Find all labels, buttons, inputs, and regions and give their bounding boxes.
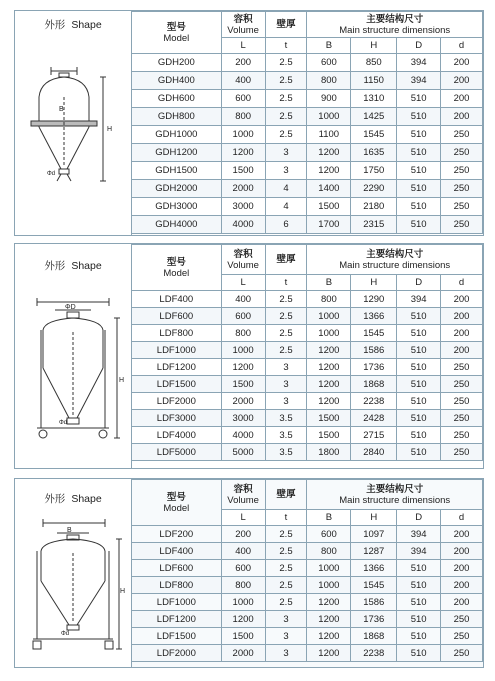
table-row: [132, 144, 483, 162]
cell-model: LDF200: [132, 526, 222, 543]
cell-dim-d-lower: 200: [441, 577, 483, 594]
table-row: [132, 611, 483, 628]
subheader-d-upper: D: [397, 510, 441, 526]
cell-dim-d-lower: 250: [441, 611, 483, 628]
shape-column: [15, 11, 132, 235]
cell-dim-b: 1700: [307, 216, 351, 234]
cell-dim-d-upper: 510: [397, 126, 441, 144]
cell-dim-d-upper: 510: [397, 560, 441, 577]
subheader-t: t: [265, 275, 307, 291]
table-row: [132, 560, 483, 577]
cell-volume: 1000: [221, 126, 265, 144]
table-row: [132, 645, 483, 662]
header-thickness: 壁厚: [265, 480, 307, 510]
cell-dim-b: 1400: [307, 180, 351, 198]
cell-thickness: 2.5: [265, 594, 307, 611]
subheader-l: L: [221, 38, 265, 54]
table-row: [132, 376, 483, 393]
gdh-diagram-svg: [21, 63, 125, 193]
cell-dim-d-upper: 510: [397, 108, 441, 126]
cell-dim-b: 1000: [307, 560, 351, 577]
cell-dim-b: 1000: [307, 108, 351, 126]
table-row: [132, 308, 483, 325]
cell-dim-b: 1200: [307, 162, 351, 180]
cell-volume: 1200: [221, 359, 265, 376]
cell-dim-d-upper: 510: [397, 393, 441, 410]
cell-dim-h: 1736: [351, 611, 397, 628]
dim-b-label: B: [59, 106, 64, 113]
cell-model: GDH200: [132, 54, 222, 72]
subheader-d-upper: D: [397, 275, 441, 291]
cell-volume: 5000: [221, 444, 265, 461]
cell-dim-d-upper: 510: [397, 90, 441, 108]
cell-thickness: 3: [265, 611, 307, 628]
cell-dim-d-lower: 250: [441, 359, 483, 376]
cell-dim-h: 2238: [351, 393, 397, 410]
cell-volume: 1000: [221, 342, 265, 359]
cell-volume: 400: [221, 72, 265, 90]
cell-model: LDF2000: [132, 393, 222, 410]
shape-label-en: Shape: [71, 493, 102, 505]
cell-dim-d-upper: 510: [397, 611, 441, 628]
header-thickness: 壁厚: [265, 12, 307, 38]
cell-thickness: 3.5: [265, 444, 307, 461]
cell-model: GDH600: [132, 90, 222, 108]
cell-dim-h: 2180: [351, 198, 397, 216]
table-row: [132, 54, 483, 72]
cell-dim-d-upper: 394: [397, 543, 441, 560]
cell-dim-d-lower: 200: [441, 526, 483, 543]
table-row: [132, 198, 483, 216]
cell-dim-d-lower: 200: [441, 594, 483, 611]
cell-model: LDF1200: [132, 359, 222, 376]
cell-dim-d-upper: 510: [397, 376, 441, 393]
cell-dim-h: 1545: [351, 325, 397, 342]
cell-dim-d-lower: 250: [441, 410, 483, 427]
shape-label-cn: 外形: [44, 260, 66, 272]
cell-model: LDF800: [132, 577, 222, 594]
cell-volume: 3000: [221, 198, 265, 216]
cell-volume: 200: [221, 526, 265, 543]
shape-column: [15, 244, 132, 468]
container-diagram-ldf: [21, 296, 125, 464]
cell-model: LDF3000: [132, 410, 222, 427]
header-dimensions: 主要结构尺寸 Main structure dimensions: [307, 480, 483, 510]
cell-dim-h: 1287: [351, 543, 397, 560]
cell-dim-b: 800: [307, 72, 351, 90]
cell-dim-d-lower: 200: [441, 72, 483, 90]
cell-dim-b: 1200: [307, 342, 351, 359]
cell-thickness: 3: [265, 376, 307, 393]
table-body: [132, 291, 483, 461]
subheader-d-lower: d: [441, 510, 483, 526]
cell-dim-b: 1800: [307, 444, 351, 461]
dim-h-label: H: [119, 377, 125, 384]
table-row: [132, 325, 483, 342]
cell-thickness: 2.5: [265, 54, 307, 72]
shape-label-en: Shape: [71, 19, 102, 31]
cell-model: LDF600: [132, 308, 222, 325]
cell-dim-h: 2840: [351, 444, 397, 461]
cell-volume: 200: [221, 54, 265, 72]
header-model: 型号 Model: [132, 245, 222, 291]
cell-dim-d-upper: 394: [397, 526, 441, 543]
cell-volume: 600: [221, 560, 265, 577]
table-row: [132, 393, 483, 410]
cell-dim-h: 1635: [351, 144, 397, 162]
cell-dim-h: 1366: [351, 308, 397, 325]
cell-dim-d-upper: 510: [397, 427, 441, 444]
cell-dim-d-lower: 200: [441, 90, 483, 108]
cell-model: LDF600: [132, 560, 222, 577]
cell-dim-d-lower: 200: [441, 308, 483, 325]
cell-volume: 1200: [221, 611, 265, 628]
cell-dim-d-upper: 394: [397, 72, 441, 90]
cell-volume: 400: [221, 543, 265, 560]
table-row: [132, 628, 483, 645]
cell-model: LDF400: [132, 543, 222, 560]
cell-dim-d-upper: 510: [397, 628, 441, 645]
cell-dim-h: 1586: [351, 342, 397, 359]
cell-dim-h: 1545: [351, 126, 397, 144]
table-row: [132, 359, 483, 376]
table-row: [132, 126, 483, 144]
cell-dim-h: 1310: [351, 90, 397, 108]
cell-model: GDH800: [132, 108, 222, 126]
cell-model: LDF1500: [132, 376, 222, 393]
cell-model: GDH1000: [132, 126, 222, 144]
cell-dim-d-upper: 394: [397, 291, 441, 308]
cell-dim-b: 1200: [307, 594, 351, 611]
table-row: [132, 543, 483, 560]
spec-panel-ldf-1: [14, 243, 484, 469]
cell-thickness: 2.5: [265, 72, 307, 90]
cell-thickness: 2.5: [265, 126, 307, 144]
cell-dim-d-upper: 510: [397, 444, 441, 461]
cell-thickness: 2.5: [265, 342, 307, 359]
container-diagram-ldf-2: [21, 517, 125, 663]
cell-dim-b: 1000: [307, 325, 351, 342]
table-row: [132, 427, 483, 444]
header-thickness: 壁厚: [265, 245, 307, 275]
cell-dim-d-lower: 250: [441, 427, 483, 444]
cell-dim-b: 1500: [307, 410, 351, 427]
table-row: [132, 526, 483, 543]
cell-thickness: 3.5: [265, 410, 307, 427]
cell-dim-b: 600: [307, 54, 351, 72]
cell-volume: 3000: [221, 410, 265, 427]
cell-dim-h: 2315: [351, 216, 397, 234]
table-body: [132, 54, 483, 234]
cell-model: LDF800: [132, 325, 222, 342]
cell-dim-d-lower: 250: [441, 393, 483, 410]
cell-dim-d-lower: 200: [441, 342, 483, 359]
cell-dim-b: 1000: [307, 577, 351, 594]
cell-dim-d-lower: 200: [441, 54, 483, 72]
cell-volume: 800: [221, 108, 265, 126]
dim-d-label: Φd: [61, 631, 70, 637]
cell-thickness: 3: [265, 645, 307, 662]
cell-volume: 1500: [221, 628, 265, 645]
table-row: [132, 342, 483, 359]
header-dimensions: 主要结构尺寸 Main structure dimensions: [307, 12, 483, 38]
cell-volume: 600: [221, 90, 265, 108]
cell-dim-h: 2715: [351, 427, 397, 444]
cell-dim-h: 1425: [351, 108, 397, 126]
cell-volume: 2000: [221, 393, 265, 410]
dim-h-label: H: [107, 126, 113, 133]
subheader-l: L: [221, 510, 265, 526]
cell-dim-b: 1200: [307, 359, 351, 376]
cell-dim-d-upper: 510: [397, 180, 441, 198]
shape-label: [15, 258, 131, 273]
cell-volume: 1500: [221, 376, 265, 393]
cell-model: LDF1200: [132, 611, 222, 628]
subheader-b: B: [307, 38, 351, 54]
cell-dim-d-upper: 510: [397, 325, 441, 342]
cell-dim-d-upper: 510: [397, 308, 441, 325]
cell-thickness: 2.5: [265, 526, 307, 543]
cell-dim-d-lower: 250: [441, 376, 483, 393]
cell-model: LDF2000: [132, 645, 222, 662]
table-body: [132, 526, 483, 662]
header-volume: 容积 Volume: [221, 12, 265, 38]
cell-model: LDF1000: [132, 342, 222, 359]
cell-dim-b: 1200: [307, 393, 351, 410]
cell-thickness: 2.5: [265, 543, 307, 560]
cell-volume: 2000: [221, 180, 265, 198]
cell-dim-b: 1200: [307, 144, 351, 162]
header-model: 型号 Model: [132, 12, 222, 54]
cell-dim-d-lower: 250: [441, 645, 483, 662]
subheader-l: L: [221, 275, 265, 291]
cell-dim-d-lower: 200: [441, 560, 483, 577]
dim-h-label: H: [120, 588, 125, 595]
cell-volume: 1200: [221, 144, 265, 162]
cell-dim-d-lower: 200: [441, 291, 483, 308]
table-row: [132, 291, 483, 308]
subheader-h: H: [351, 510, 397, 526]
cell-dim-d-lower: 250: [441, 628, 483, 645]
cell-dim-h: 2290: [351, 180, 397, 198]
cell-volume: 600: [221, 308, 265, 325]
dim-b-label: B: [67, 527, 72, 534]
cell-volume: 800: [221, 325, 265, 342]
container-diagram-gdh: [21, 63, 125, 193]
cell-dim-d-upper: 510: [397, 144, 441, 162]
cell-thickness: 3: [265, 393, 307, 410]
table-row: [132, 108, 483, 126]
cell-dim-h: 1290: [351, 291, 397, 308]
cell-dim-b: 1200: [307, 376, 351, 393]
cell-model: GDH3000: [132, 198, 222, 216]
cell-model: LDF1000: [132, 594, 222, 611]
ldf-diagram-svg: [21, 296, 125, 464]
dim-d-label: Φd: [59, 420, 68, 426]
ldf2-diagram-svg: [21, 517, 125, 663]
cell-dim-h: 1736: [351, 359, 397, 376]
cell-thickness: 6: [265, 216, 307, 234]
subheader-b: B: [307, 275, 351, 291]
table-row: [132, 577, 483, 594]
cell-dim-b: 1100: [307, 126, 351, 144]
cell-thickness: 2.5: [265, 560, 307, 577]
cell-volume: 1500: [221, 162, 265, 180]
cell-dim-b: 1500: [307, 198, 351, 216]
cell-dim-d-upper: 510: [397, 410, 441, 427]
cell-dim-h: 1750: [351, 162, 397, 180]
cell-dim-d-lower: 200: [441, 543, 483, 560]
shape-label-cn: 外形: [44, 19, 66, 31]
cell-dim-d-upper: 510: [397, 577, 441, 594]
cell-dim-b: 800: [307, 291, 351, 308]
shape-label-cn: 外形: [44, 493, 66, 505]
header-volume: 容积 Volume: [221, 480, 265, 510]
cell-dim-d-upper: 510: [397, 645, 441, 662]
subheader-b: B: [307, 510, 351, 526]
cell-dim-b: 1000: [307, 308, 351, 325]
cell-dim-b: 800: [307, 543, 351, 560]
spec-panel-gdh: [14, 10, 484, 236]
cell-dim-b: 1200: [307, 645, 351, 662]
cell-dim-h: 1366: [351, 560, 397, 577]
shape-label: [15, 491, 131, 506]
cell-model: LDF4000: [132, 427, 222, 444]
cell-dim-b: 1200: [307, 628, 351, 645]
spec-table-ldf-1: [131, 244, 483, 461]
cell-volume: 400: [221, 291, 265, 308]
table-row: [132, 72, 483, 90]
cell-model: GDH1200: [132, 144, 222, 162]
cell-dim-d-upper: 510: [397, 162, 441, 180]
cell-volume: 1000: [221, 594, 265, 611]
subheader-t: t: [265, 38, 307, 54]
cell-dim-d-upper: 510: [397, 342, 441, 359]
subheader-d-upper: D: [397, 38, 441, 54]
cell-model: GDH2000: [132, 180, 222, 198]
cell-dim-d-lower: 250: [441, 444, 483, 461]
table-row: [132, 162, 483, 180]
cell-dim-d-lower: 250: [441, 198, 483, 216]
cell-dim-d-lower: 250: [441, 126, 483, 144]
cell-dim-d-upper: 394: [397, 54, 441, 72]
cell-dim-d-lower: 250: [441, 180, 483, 198]
cell-dim-h: 2428: [351, 410, 397, 427]
cell-dim-b: 900: [307, 90, 351, 108]
cell-thickness: 2.5: [265, 325, 307, 342]
table-row: [132, 90, 483, 108]
cell-volume: 4000: [221, 427, 265, 444]
cell-thickness: 2.5: [265, 108, 307, 126]
cell-dim-h: 850: [351, 54, 397, 72]
cell-thickness: 2.5: [265, 577, 307, 594]
subheader-d-lower: d: [441, 275, 483, 291]
spec-table-ldf-2: [131, 479, 483, 662]
table-row: [132, 216, 483, 234]
cell-model: LDF400: [132, 291, 222, 308]
cell-dim-d-upper: 510: [397, 198, 441, 216]
cell-thickness: 3: [265, 359, 307, 376]
cell-dim-h: 1868: [351, 376, 397, 393]
cell-thickness: 4: [265, 180, 307, 198]
header-dimensions: 主要结构尺寸 Main structure dimensions: [307, 245, 483, 275]
dim-d-top-label: ΦD: [65, 304, 76, 311]
cell-dim-d-lower: 250: [441, 216, 483, 234]
cell-thickness: 2.5: [265, 308, 307, 325]
cell-dim-h: 2238: [351, 645, 397, 662]
subheader-d-lower: d: [441, 38, 483, 54]
cell-dim-d-lower: 250: [441, 144, 483, 162]
header-model: 型号 Model: [132, 480, 222, 526]
shape-column: [15, 479, 132, 667]
subheader-t: t: [265, 510, 307, 526]
cell-model: GDH1500: [132, 162, 222, 180]
cell-model: LDF1500: [132, 628, 222, 645]
dim-d-label: Φd: [47, 171, 56, 177]
cell-model: LDF5000: [132, 444, 222, 461]
cell-thickness: 4: [265, 198, 307, 216]
table-row: [132, 410, 483, 427]
cell-dim-d-upper: 510: [397, 216, 441, 234]
cell-dim-b: 1500: [307, 427, 351, 444]
cell-volume: 800: [221, 577, 265, 594]
cell-dim-h: 1097: [351, 526, 397, 543]
shape-label-en: Shape: [71, 260, 102, 272]
cell-model: GDH4000: [132, 216, 222, 234]
table-row: [132, 594, 483, 611]
cell-thickness: 3.5: [265, 427, 307, 444]
subheader-h: H: [351, 38, 397, 54]
subheader-h: H: [351, 275, 397, 291]
cell-thickness: 2.5: [265, 90, 307, 108]
cell-dim-b: 1200: [307, 611, 351, 628]
spec-panel-ldf-2: [14, 478, 484, 668]
cell-thickness: 3: [265, 144, 307, 162]
cell-dim-h: 1868: [351, 628, 397, 645]
cell-dim-d-lower: 250: [441, 162, 483, 180]
cell-thickness: 3: [265, 628, 307, 645]
table-row: [132, 180, 483, 198]
spec-table-gdh: [131, 11, 483, 234]
table-row: [132, 444, 483, 461]
cell-dim-d-lower: 200: [441, 108, 483, 126]
cell-dim-d-upper: 510: [397, 594, 441, 611]
cell-thickness: 3: [265, 162, 307, 180]
shape-label: [15, 17, 131, 32]
cell-dim-d-upper: 510: [397, 359, 441, 376]
cell-dim-d-lower: 200: [441, 325, 483, 342]
cell-dim-h: 1545: [351, 577, 397, 594]
cell-model: GDH400: [132, 72, 222, 90]
cell-dim-b: 600: [307, 526, 351, 543]
cell-dim-h: 1150: [351, 72, 397, 90]
cell-dim-h: 1586: [351, 594, 397, 611]
header-volume: 容积 Volume: [221, 245, 265, 275]
cell-thickness: 2.5: [265, 291, 307, 308]
cell-volume: 2000: [221, 645, 265, 662]
cell-volume: 4000: [221, 216, 265, 234]
